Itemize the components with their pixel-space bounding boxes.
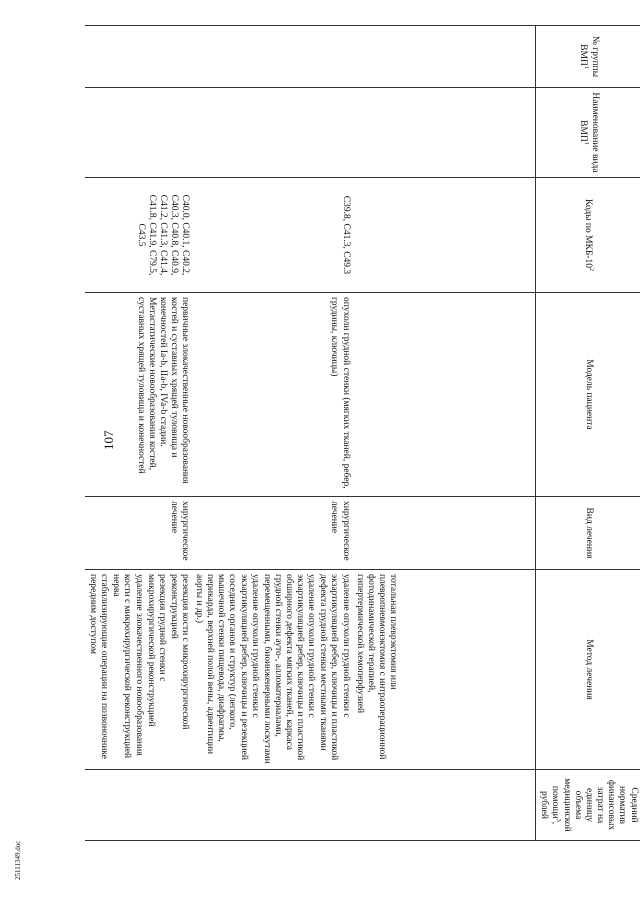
cell-treatment: хирургическое лечение: [85, 497, 191, 570]
header-name: [536, 88, 640, 178]
header-method: [536, 570, 640, 770]
cell-cost: [191, 770, 352, 841]
spacer-cell: [399, 88, 536, 178]
header-model-text: Модель пациента: [583, 359, 594, 430]
method-item: удаление опухоли грудной стенки с экзартикуляцией ребер, ключицы и резекцией соседних органов и структур (легкого, мышечной стенки пищевода, диафрагмы, перикарда, верхней полой вены, адвентиции аорты и др.): [194, 574, 260, 760]
page-number: 107: [101, 430, 116, 450]
cell-model: [352, 293, 399, 497]
spacer-cell: [399, 26, 536, 88]
header-name-text: Наименование вида ВМП: [577, 92, 600, 173]
spacer-row: [399, 26, 536, 841]
method-item: удаление опухоли грудной стенки с экзартикуляцией ребер, ключицы и пластикой дефекта грудной стенки местными тканями: [318, 574, 351, 761]
header-codes: [536, 178, 640, 293]
cell-method: [191, 570, 352, 770]
table-row: [85, 26, 191, 841]
cell-model: первичные злокачественные новообразования костей и суставных хрящей туловища и конечностей Ia-b, IIa-b, IVa-b стадии. Метастатические новообразования костей, суставных хрящей туловища и конечностей: [85, 293, 191, 497]
cell-num: [85, 26, 191, 88]
cell-cost: [352, 770, 399, 841]
header-treatment: [536, 497, 640, 570]
method-item: резекция кости с микрохирургической реконструкцией: [168, 574, 191, 730]
rotated-table-sheet: [55, 0, 640, 845]
header-cost-suffix: , рублей: [538, 791, 560, 825]
cell-num: [352, 26, 399, 88]
spacer-cell: [399, 497, 536, 570]
header-num-sup: 1: [582, 65, 589, 69]
spacer-cell: [399, 293, 536, 497]
cell-name: [352, 88, 399, 178]
cell-treatment: хирургическое лечение: [191, 497, 352, 570]
header-row: [536, 26, 640, 841]
header-cost-text: Средний норматив финансовых затрат на единицу объема медицинской помощи: [549, 778, 639, 832]
spacer-cell: [399, 770, 536, 841]
cell-codes: C40.0, C40.1, C40.2, C40.3, C40.8, C40.9, C41.2, C41.3, C41.4, C41.8, C41.9, C79.5, C43.5: [85, 178, 191, 293]
header-model: [536, 293, 640, 497]
cell-codes: C39.8, C41.3, C49.3: [191, 178, 352, 293]
method-item: удаление опухоли грудной стенки с экзартикуляцией ребер, ключицы и пластикой обширного дефекта мягких тканей, каркаса грудной стенки ауто-, алломатериалами, перемещенными, биоинженерными лоскутами: [261, 574, 317, 764]
spacer-cell: [399, 178, 536, 293]
table-row: [191, 26, 352, 841]
header-cost: [536, 770, 640, 841]
cell-num: [191, 26, 352, 88]
cell-method: [352, 570, 399, 770]
spacer-cell: [399, 570, 536, 770]
table-row: [352, 26, 399, 841]
header-name-sup: 1: [582, 141, 589, 145]
cell-model: опухоли грудной стенки (мягких тканей, ребер, грудины, ключицы): [191, 293, 352, 497]
vmp-table: [85, 25, 640, 841]
header-method-text: Метод лечения: [583, 639, 594, 700]
method-item: тотальная плеврэктомия или плевропневмонэктомия с интраоперационной фотодинамической терапией, гипертермической хемоперфузией: [354, 574, 398, 760]
footer-filename: 25111349.doc: [14, 840, 22, 880]
cell-treatment: [352, 497, 399, 570]
method-item: резекция грудной стенки с микрохирургической реконструкцией: [145, 574, 167, 727]
header-treatment-text: Вид лечения: [583, 507, 594, 559]
cell-name: [85, 88, 191, 178]
cell-name: [191, 88, 352, 178]
header-cost-sup: 3: [554, 818, 561, 822]
cell-codes: [352, 178, 399, 293]
header-codes-sup: 2: [588, 268, 595, 272]
header-num: [536, 26, 640, 88]
method-item: стабилизирующие операции на позвоночнике передним доступом: [88, 574, 110, 759]
cell-method: [85, 570, 191, 770]
header-codes-text: Коды по МКБ-10: [582, 198, 593, 269]
method-item: удаление злокачественного новообразования кости с микрохирургической реконструкцией нерва: [111, 574, 144, 759]
cell-cost: [85, 770, 191, 841]
header-num-text: № группы ВМП: [577, 35, 600, 78]
